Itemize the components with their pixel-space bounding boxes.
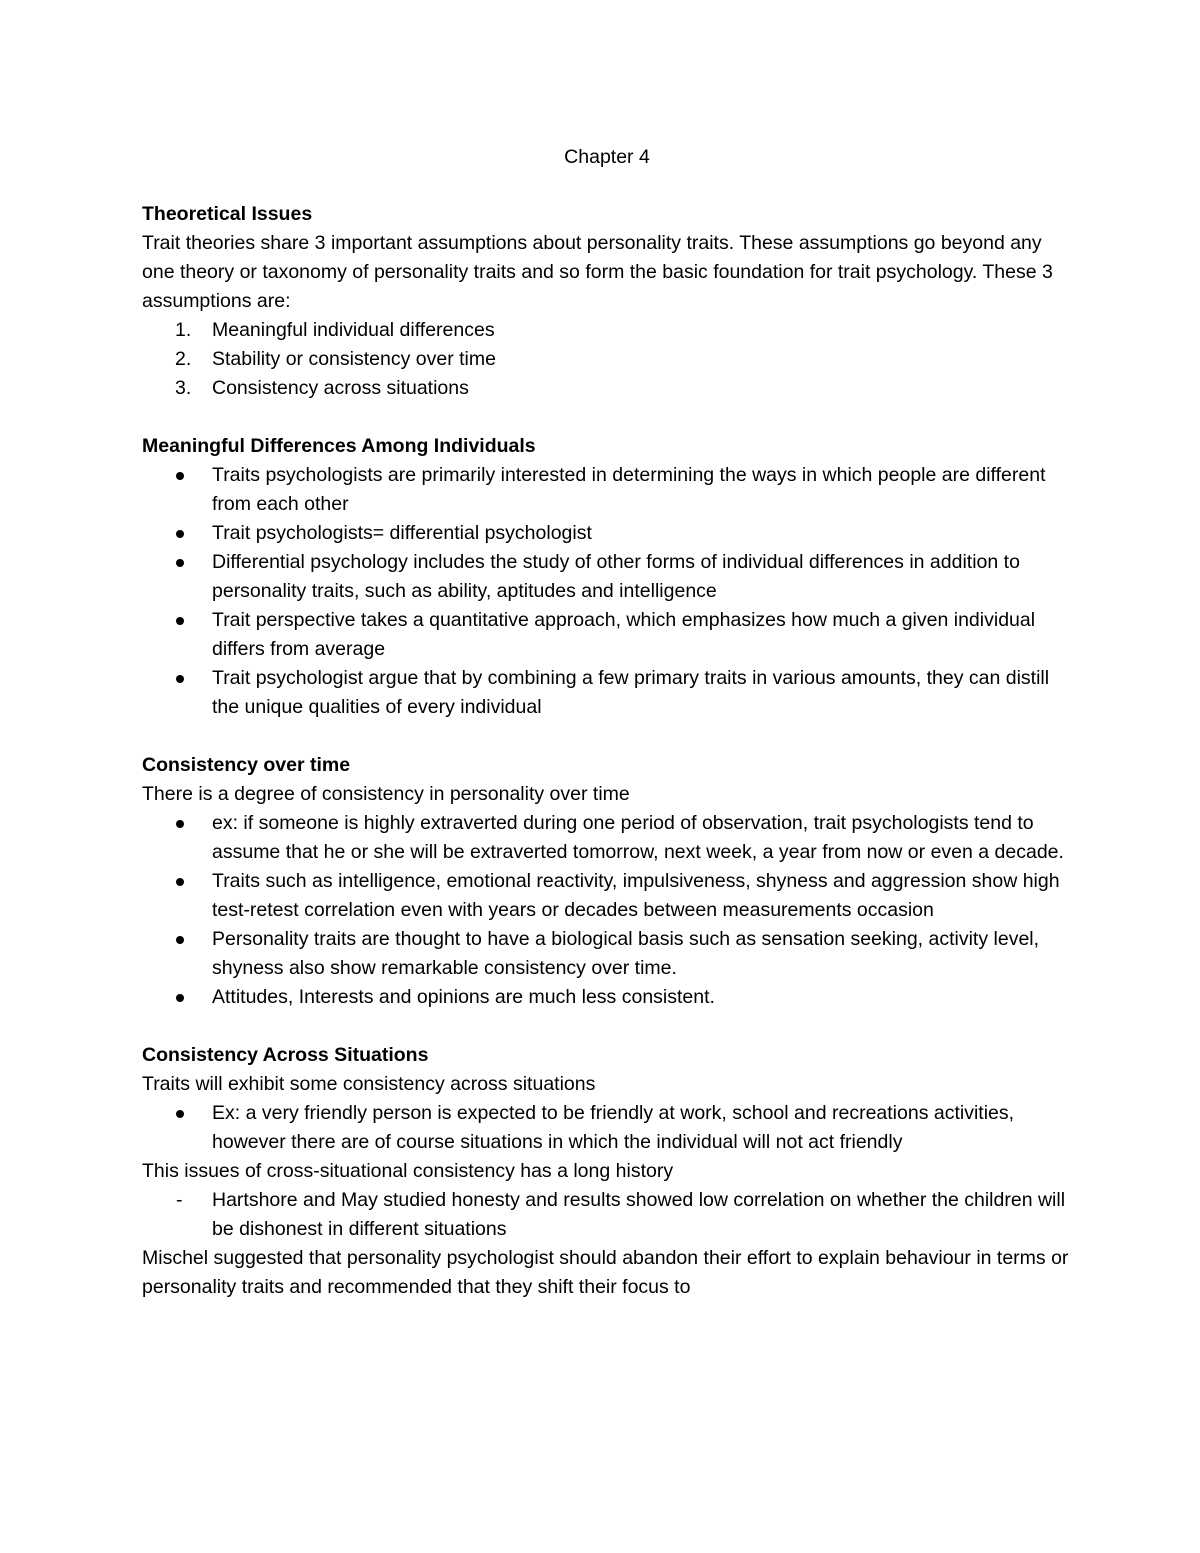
list-number: 2.: [175, 348, 192, 370]
bullet-icon: [176, 472, 184, 480]
list-item-text: Trait perspective takes a quantitative approach, which emphasizes how much a given individual differs from average: [212, 609, 1036, 660]
list-item-text: Trait psychologist argue that by combining a few primary traits in various amounts, they can distill the unique qualities of every individual: [212, 667, 1050, 718]
page-title: Chapter 4: [564, 146, 650, 168]
bullet-icon: [176, 878, 184, 886]
bullet-icon: [176, 1110, 184, 1118]
paragraph: This issues of cross-situational consistency has a long history: [142, 1160, 674, 1182]
list-item: [142, 345, 1072, 374]
section-intro: Trait theories share 3 important assumptions about personality traits. These assumptions go beyond any one theory or taxonomy of personality traits and so form the basic foundation for trait psychology. These 3 assumptions are:: [142, 232, 1053, 312]
section-intro: Traits will exhibit some consistency across situations: [142, 1073, 596, 1095]
list-item-text: Stability or consistency over time: [212, 348, 496, 370]
bullet-list: [142, 809, 1072, 1012]
list-item-text: Trait psychologists= differential psychologist: [212, 522, 592, 544]
dash-marker: -: [176, 1189, 183, 1211]
bullet-icon: [176, 994, 184, 1002]
section-heading: Theoretical Issues: [142, 203, 313, 225]
section-heading: Meaningful Differences Among Individuals: [142, 435, 536, 457]
list-item-text: Attitudes, Interests and opinions are much less consistent.: [212, 986, 715, 1008]
paragraph: Mischel suggested that personality psychologist should abandon their effort to explain behaviour in terms or personality traits and recommended that they shift their focus to: [142, 1247, 1069, 1298]
list-item: [142, 519, 1072, 548]
list-item: [142, 664, 1072, 722]
list-item-text: Hartshore and May studied honesty and results showed low correlation on whether the children will be dishonest in different situations: [212, 1189, 1066, 1240]
spacer: [142, 1012, 1072, 1041]
bullet-icon: [176, 530, 184, 538]
bullet-icon: [176, 559, 184, 567]
section-heading: Consistency Across Situations: [142, 1044, 429, 1066]
list-item-text: Differential psychology includes the study of other forms of individual differences in addition to personality traits, such as ability, aptitudes and intelligence: [212, 551, 1020, 602]
list-item-text: Personality traits are thought to have a biological basis such as sensation seeking, activity level, shyness also show remarkable consistency over time.: [212, 928, 1040, 979]
bullet-icon: [176, 675, 184, 683]
dash-list: [142, 1186, 1072, 1244]
bullet-list: [142, 1099, 1072, 1157]
section-theoretical-issues: [142, 200, 1072, 403]
bullet-list: [142, 461, 1072, 722]
list-item-text: Meaningful individual differences: [212, 319, 495, 341]
document-page: [142, 143, 1072, 1302]
section-consistency-across-situations: [142, 1041, 1072, 1302]
list-item: [142, 867, 1072, 925]
spacer: [142, 722, 1072, 751]
bullet-icon: [176, 617, 184, 625]
list-number: 3.: [175, 377, 192, 399]
section-consistency-over-time: [142, 751, 1072, 1012]
spacer: [142, 403, 1072, 432]
list-item-text: ex: if someone is highly extraverted during one period of observation, trait psychologists tend to assume that he or she will be extraverted tomorrow, next week, a year from now or even a decade.: [212, 812, 1064, 863]
numbered-list: [142, 316, 1072, 403]
list-item: [142, 1186, 1072, 1244]
section-intro: There is a degree of consistency in personality over time: [142, 783, 630, 805]
list-item-text: Traits such as intelligence, emotional reactivity, impulsiveness, shyness and aggression show high test-retest correlation even with years or decades between measurements occasion: [212, 870, 1060, 921]
list-item: [142, 983, 1072, 1012]
list-item: [142, 925, 1072, 983]
list-item: [142, 374, 1072, 403]
bullet-icon: [176, 936, 184, 944]
list-item: [142, 1099, 1072, 1157]
list-item: [142, 606, 1072, 664]
list-number: 1.: [175, 319, 192, 341]
section-meaningful-differences: [142, 432, 1072, 722]
bullet-icon: [176, 820, 184, 828]
list-item-text: Consistency across situations: [212, 377, 469, 399]
section-heading: Consistency over time: [142, 754, 351, 776]
list-item-text: Ex: a very friendly person is expected to be friendly at work, school and recreations activities, however there are of course situations in which the individual will not act friendly: [212, 1102, 1015, 1153]
list-item: [142, 548, 1072, 606]
list-item: [142, 316, 1072, 345]
list-item-text: Traits psychologists are primarily interested in determining the ways in which people are different from each other: [212, 464, 1046, 515]
list-item: [142, 809, 1072, 867]
list-item: [142, 461, 1072, 519]
